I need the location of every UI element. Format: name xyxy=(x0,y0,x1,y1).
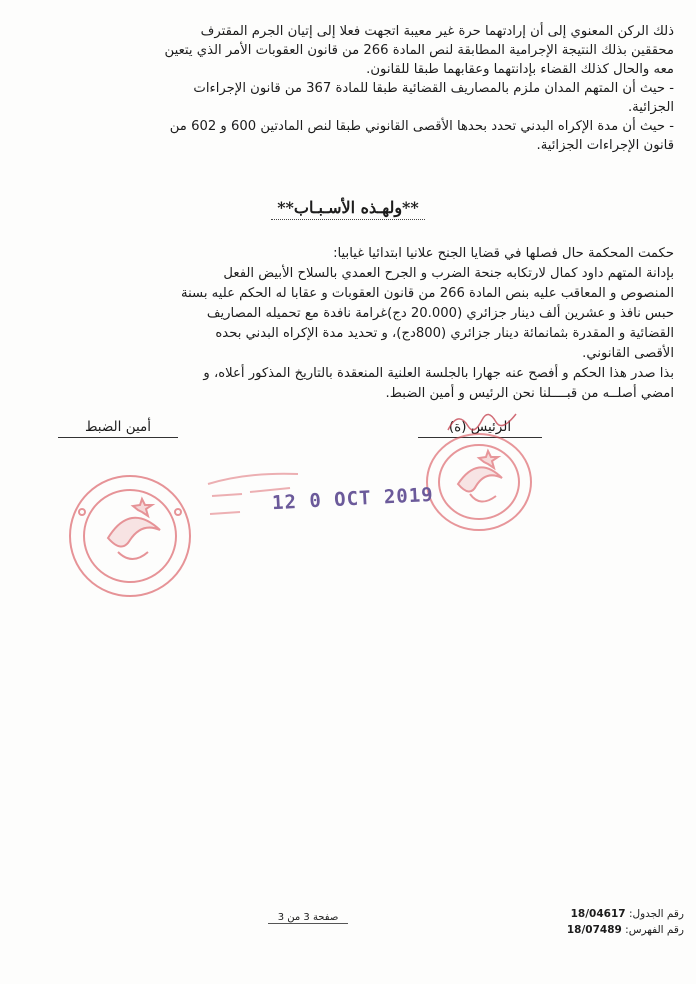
court-seal-left-icon xyxy=(64,472,196,600)
body-line: - حيث أن مدة الإكراه البدني تحدد بحدها الأقصى القانوني طبقا لنص المادتين 600 و 602 من xyxy=(169,119,674,134)
body-line: محققين بذلك النتيجة الإجرامية المطابقة لنص المادة 266 من قانون العقوبات الأمر الذي يتعين xyxy=(164,43,674,58)
body-line: قانون الإجراءات الجزائية. xyxy=(536,138,674,153)
ruling-line: الأقصى القانوني. xyxy=(582,346,674,361)
ruling-line: المنصوص و المعاقب عليه بنص المادة 266 من قانون العقوبات و عقابا له الحكم عليه بسنة xyxy=(181,286,674,301)
reasoning-paragraph xyxy=(34,22,674,155)
body-line: معه والحال كذلك القضاء بإدانتهما وعقابهما طبقا للقانون. xyxy=(366,62,674,77)
section-heading-text: **ولهـذه الأسـبـاب** xyxy=(271,198,425,220)
body-line: ذلك الركن المعنوي إلى أن إرادتهما حرة غير معيبة اتجهت فعلا إلى إتيان الجرم المقترف xyxy=(200,24,674,39)
president-signature-label: الرئيس (ة) xyxy=(418,419,542,438)
ruling-line: حبس نافذ و عشرين ألف دينار جزائري (20.000 دج)غرامة نافدة مع تحميله المصاريف xyxy=(206,306,674,321)
table-number-row xyxy=(570,906,684,922)
ruling-line: بإدانة المتهم داود كمال لارتكابه جنحة الضرب و الجرح العمدي بالسلاح الأبيض الفعل xyxy=(223,266,674,281)
table-number-label: رقم الجدول: xyxy=(628,908,684,920)
page-number: صفحة 3 من 3 xyxy=(268,912,348,924)
ruling-paragraph xyxy=(34,244,674,404)
section-heading xyxy=(0,198,696,217)
reference-numbers xyxy=(566,906,684,938)
ruling-line: حكمت المحكمة حال فصلها في قضايا الجنح علانيا ابتدائيا غيابيا: xyxy=(333,246,674,261)
body-line: - حيث أن المتهم المدان ملزم بالمصاريف القضائية طبقا للمادة 367 من قانون الإجراءات xyxy=(193,81,674,96)
ruling-line: القضائية و المقدرة بثمانمائة دينار جزائري (800دج)، و تحديد مدة الإكراه البدني بحده xyxy=(215,326,674,341)
body-line: الجزائية. xyxy=(627,100,674,115)
ruling-line: بذا صدر هذا الحكم و أفصح عنه جهارا بالجلسة العلنية المنعقدة بالتاريخ المذكور أعلاه، و xyxy=(203,366,674,381)
ruling-line: امضي أصلــه من قبــــلنا نحن الرئيس و أمين الضبط. xyxy=(385,386,674,401)
table-number-value: 18/04617 xyxy=(570,908,626,920)
president-signature-icon xyxy=(444,404,520,444)
clerk-signature-label: أمين الضبط xyxy=(58,419,178,438)
index-number-row xyxy=(566,922,684,938)
index-number-value: 18/07489 xyxy=(566,924,622,936)
index-number-label: رقم الفهرس: xyxy=(625,924,684,936)
date-stamp-text: 12 0 OCT 2019 xyxy=(271,483,435,515)
